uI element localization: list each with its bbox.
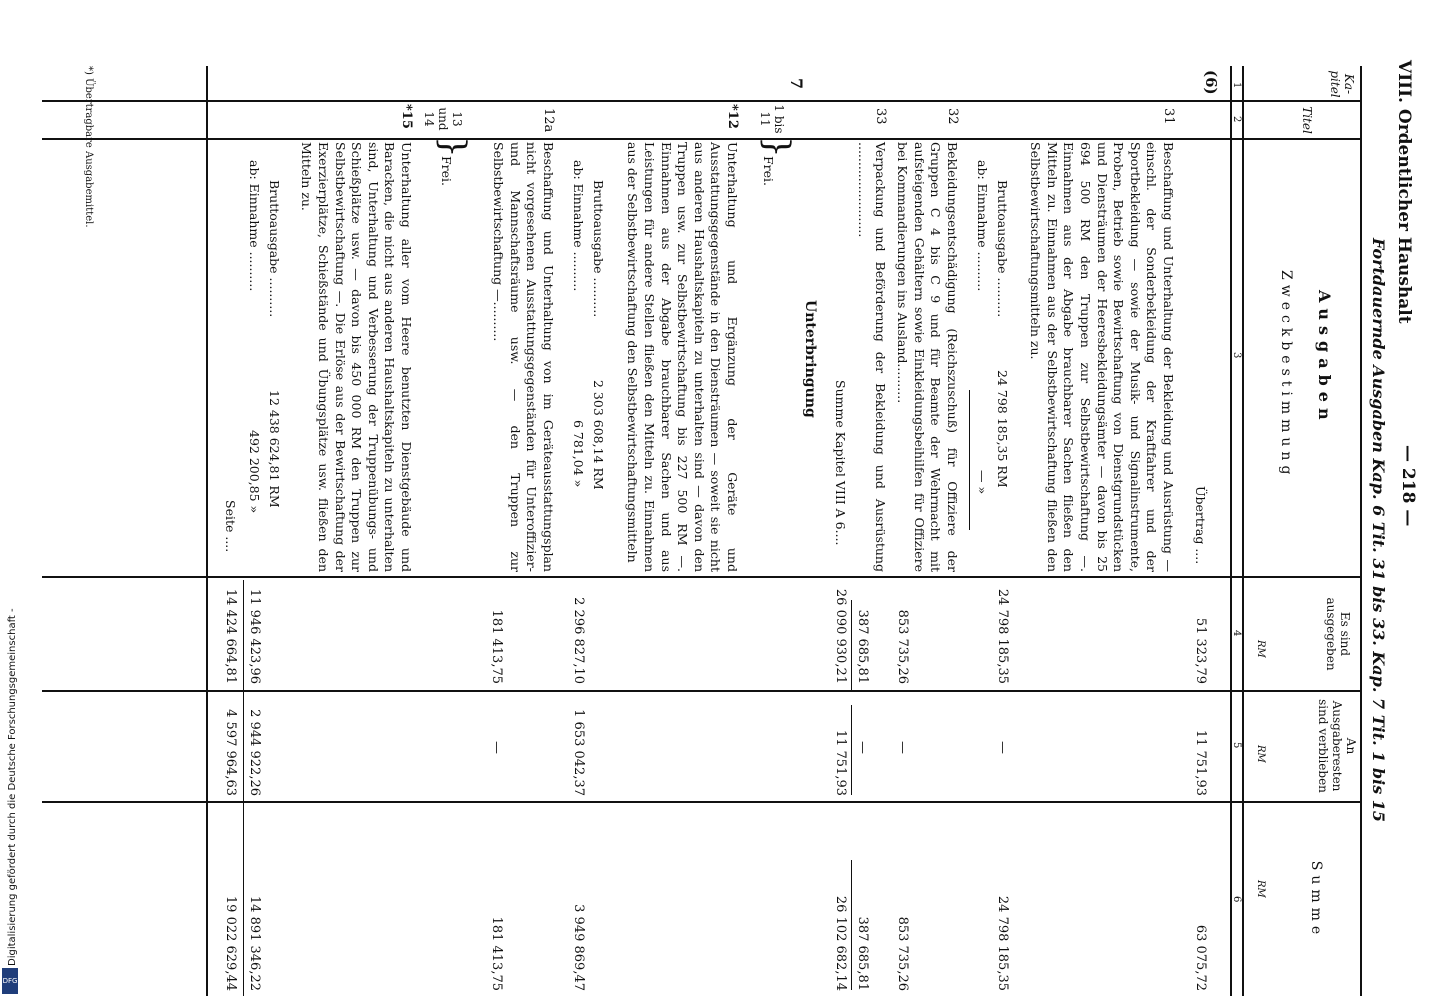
footnote: *) Übertragbare Ausgabemittel.: [83, 66, 94, 228]
titel-12a-c5: —: [489, 741, 504, 754]
sum-rule-c6: [851, 860, 852, 990]
rule-header: [1242, 66, 1244, 996]
titel-12a-c6: 181 413,75: [489, 916, 504, 991]
titel-13-14: 13 und 14: [422, 107, 464, 131]
summe-kapitel-c6: 26 102 682,14: [833, 895, 848, 991]
col-header-kapitel: Ka- pitel: [1328, 70, 1356, 98]
titel-1-bis-11-text: Frei.: [761, 156, 776, 187]
titel-12-einnahme-label: ab: Einnahme ..........: [571, 160, 586, 292]
titel-31-einnahme: — »: [975, 470, 990, 495]
titel-12-text: Unterhaltung und Ergänzung der Geräte und Ausstattungsgegenstände in den Diensträumen — soweit sie nicht aus anderen Haushaltskapiteln zu unterhalten sind — davon den Truppen usw. zur Selbstbewirtschaftung bis 227 500 RM —. Einnahmen aus der Abgabe brauchbarer Sachen und aus Leistungen für andere Stellen fließen den Mitteln zu. Einnahmen aus der Selbstbewirtschaftung den Selbstbewirtschaftungsmitteln: [625, 142, 740, 572]
titel-12a-c4: 181 413,75: [489, 609, 504, 684]
section-title: VIII. Ordentlicher Haushalt: [1394, 60, 1414, 324]
titel-12-c6: 3 949 869,47: [571, 904, 586, 991]
rule-colnums: [1230, 66, 1232, 996]
titel-15-einnahme: 492 200,85 »: [247, 430, 262, 514]
titel-12: *12: [725, 104, 740, 129]
colnum-5: 5: [1231, 742, 1242, 749]
rule-bottom: [206, 66, 208, 996]
rule-top: [1360, 66, 1362, 996]
brace-1-11: }: [757, 136, 797, 158]
seite-c6: 19 022 629,44: [223, 895, 238, 991]
col-header-titel: Titel: [1300, 106, 1314, 134]
titel-33: 33: [873, 108, 888, 125]
summe-kapitel-label: Summe Kapitel VIII A 6....: [833, 380, 848, 546]
titel-32: 32: [945, 108, 960, 125]
summe-kapitel-c5: 11 751,93: [833, 729, 848, 796]
col-line-3: [42, 576, 1362, 578]
kapitel-7-title: Unterbringung: [802, 300, 818, 418]
dfg-logo: DFG: [2, 968, 18, 994]
titel-15-text: Unterhaltung aller vom Heere benutzten Dienstgebäude und Baracken, die nicht aus anderen Haushaltskapiteln zu unterhalten sind, Unterhaltung und Verbesserung der Truppenübungs- und Schießplätze usw. — davon bis 450 000 RM den Truppen zur Selbstbewirtschaftung —. Die Erlöse aus der Bewirtschaftung der Exerzierplätze, Schießstände und Übungsplätze usw. fließen den Mitteln zu.: [299, 142, 414, 572]
titel-12-c5: 1 653 042,37: [571, 709, 586, 796]
seite-c5: 4 597 964,63: [223, 709, 238, 796]
titel-15-c5: 2 944 922,26: [247, 709, 262, 796]
titel-13-14-text: Frei.: [439, 156, 454, 187]
titel-31: 31: [1161, 108, 1176, 125]
titel-12-einnahme: 6 781,04 »: [571, 420, 586, 488]
seite-rule: [243, 580, 244, 996]
seite-label: Seite ....: [223, 500, 238, 553]
uebertrag-label: Übertrag ....: [1193, 486, 1208, 565]
titel-32-text: Bekleidungsentschädigung (Reichszuschuß) für Offiziere der Gruppen C 4 bis C 9 und für Beamte der Wehrmacht mit aufsteigenden Gehältern sowie Einkleidungsbeihilfen für Offiziere bei Kommandierungen ins Ausland..........: [895, 142, 960, 572]
kapitel-7-number: 7: [787, 78, 806, 90]
titel-31-einnahme-label: ab: Einnahme ..........: [975, 160, 990, 292]
kapitel-6-marker: (6): [1202, 70, 1220, 95]
col-header-ausgabereste: An Ausgaberesten sind verblieben: [1316, 699, 1358, 793]
uebertrag-c4: 51 323,79: [1193, 617, 1208, 684]
col-line-5: [42, 801, 1362, 803]
col-line-2: [42, 138, 1362, 140]
titel-15-c6: 14 891 346,22: [247, 895, 262, 991]
uebertrag-c6: 63 075,72: [1193, 924, 1208, 991]
digitization-footer: [2, 0, 24, 1000]
col-header-zweck: Zweckbestimmung: [1278, 270, 1294, 480]
col-line-1: [42, 100, 1362, 102]
titel-33-text: Verpackung und Beförderung der Bekleidung und Ausrüstung ........................: [856, 142, 888, 572]
colnum-2: 2: [1231, 116, 1242, 123]
titel-12a-text: Beschaffung und Unterhaltung von im Geräteausstattungsplan nicht vorgesehenen Ausstattungsgegenständen für Unteroffizier- und Mannschaftsräume usw. — den Truppen zur Selbstbewirtschaftung —..........: [491, 142, 556, 572]
colnum-4: 4: [1231, 630, 1242, 637]
col-header-summe: Summe: [1308, 860, 1324, 940]
col-header-ausgegeben: Es sind ausgegeben: [1324, 597, 1352, 671]
titel-31-rule: [969, 390, 970, 530]
titel-12a: 12a: [541, 108, 556, 133]
titel-15: *15: [399, 104, 414, 129]
sub-heading: Fortdauernde Ausgaben Kap. 6 Tit. 31 bis 33. Kap. 7 Tit. 1 bis 15: [1369, 237, 1388, 823]
titel-15-brutto-label: Bruttoausgabe ..........: [267, 180, 282, 318]
titel-32-c4: 853 735,26: [895, 609, 910, 684]
titel-31-c5: —: [995, 741, 1010, 754]
sum-rule-c4: [851, 600, 852, 690]
titel-31-c6: 24 798 185,35: [995, 895, 1010, 991]
seite-c4: 14 424 664,81: [223, 588, 238, 684]
col-line-4: [42, 690, 1362, 692]
titel-12-brutto-label: Bruttoausgabe ..........: [591, 180, 606, 318]
titel-33-c6: 387 685,81: [855, 916, 870, 991]
titel-31-brutto: 24 798 185,35 RM: [995, 370, 1010, 488]
brace-13-14: }: [433, 136, 473, 158]
titel-32-c5: —: [895, 741, 910, 754]
titel-32-c6: 853 735,26: [895, 916, 910, 991]
colnum-3: 3: [1231, 352, 1242, 359]
unit-col5: RM: [1255, 745, 1266, 763]
digitization-note: Digitalisierung gefördert durch die Deutsche Forschungsgemeinschaft -: [7, 608, 18, 966]
titel-31-text: Beschaffung und Unterhaltung der Bekleidung und Ausrüstung — einschl. der Sonderbekleidung der Kraftfahrer und der Sportbekleidung — sowie der Musik- und Signalinstrumente, Proben, Betrieb sowie Bewirtschaftung von Dienstgrundstücken und Diensträumen der Heeresbekleidungsämter — davon bis 25 694 500 RM den Truppen zur Selbstbewirtschaftung —. Einnahmen aus der Abgabe brauchbarer Sachen fließen den Mitteln zu. Einnahmen aus der Selbstbewirtschaftung fließen den Selbstbewirtschaftungsmitteln zu.: [1028, 142, 1176, 572]
titel-15-einnahme-label: ab: Einnahme ..........: [247, 160, 262, 292]
summe-kapitel-c4: 26 090 930,21: [833, 588, 848, 684]
titel-31-brutto-label: Bruttoausgabe ..........: [995, 180, 1010, 318]
titel-1-bis-11: 1 bis 11: [758, 104, 786, 134]
titel-15-brutto: 12 438 624,81 RM: [267, 390, 282, 508]
colnum-6: 6: [1231, 896, 1242, 903]
titel-33-c5: —: [855, 741, 870, 754]
sum-rule-c5: [851, 705, 852, 795]
titel-12-c4: 2 296 827,10: [571, 597, 586, 684]
page-number: — 218 —: [1398, 445, 1418, 527]
colnum-1: 1: [1231, 82, 1242, 89]
titel-33-c4: 387 685,81: [855, 609, 870, 684]
titel-31-c4: 24 798 185,35: [995, 588, 1010, 684]
titel-12-brutto: 2 303 608,14 RM: [591, 380, 606, 490]
titel-15-c4: 11 946 423,96: [247, 588, 262, 684]
col-header-ausgaben: Ausgaben: [1315, 290, 1334, 426]
unit-col4: RM: [1255, 640, 1266, 658]
unit-col6: RM: [1255, 880, 1266, 898]
uebertrag-c5: 11 751,93: [1193, 729, 1208, 796]
